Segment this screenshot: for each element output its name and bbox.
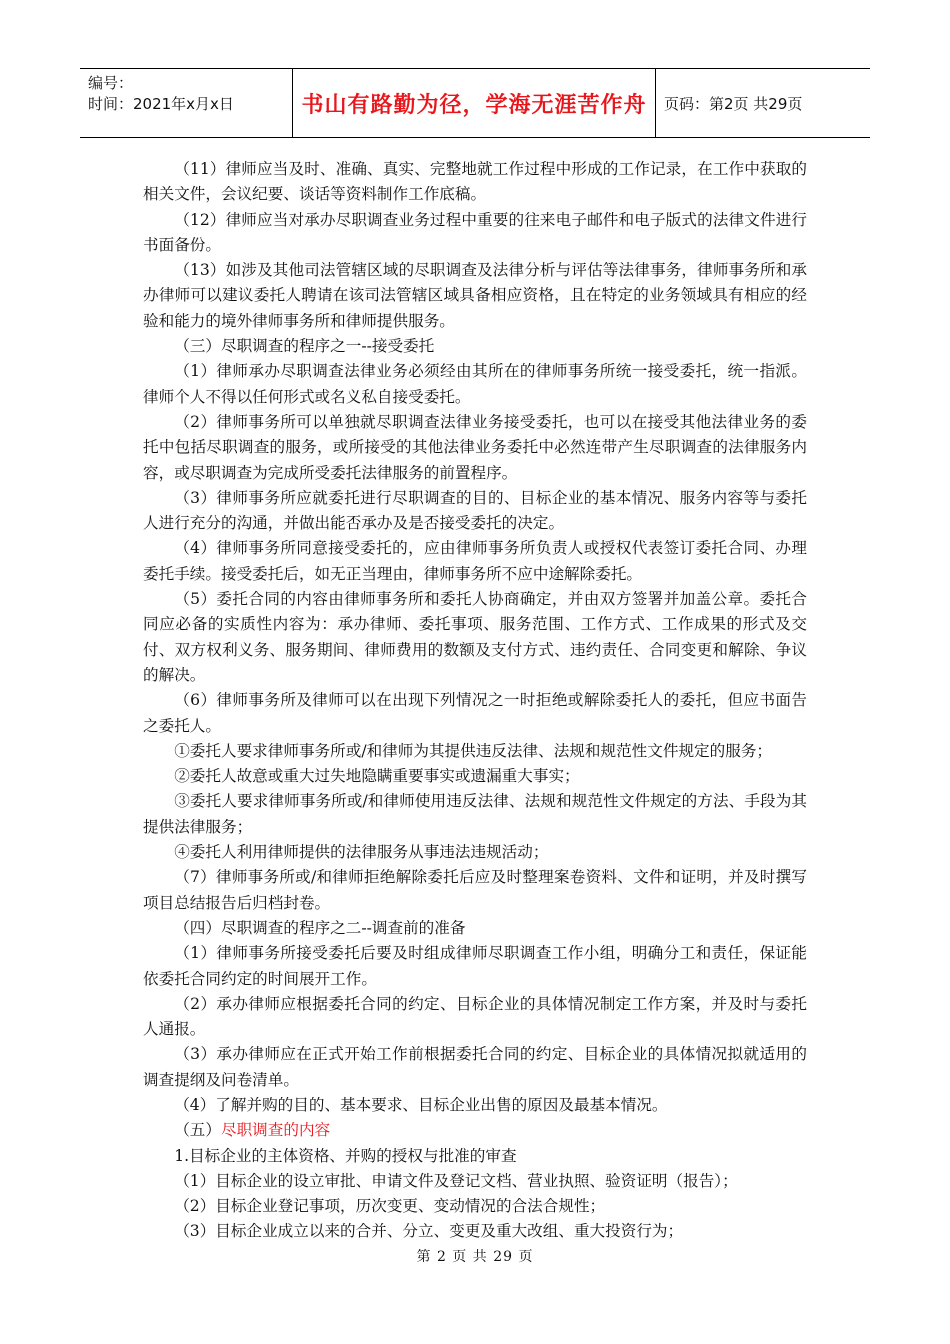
paragraph: （3）律师事务所应就委托进行尽职调查的目的、目标企业的基本情况、服务内容等与委托人进行充分的沟通，并做出能否承办及是否接受委托的决定。 — [143, 488, 807, 533]
paragraph: （1）目标企业的设立审批、申请文件及登记文档、营业执照、验资证明（报告）； — [174, 1171, 738, 1190]
section-title: 尽职调查的内容 — [220, 1121, 331, 1140]
paragraph: （4）律师事务所同意接受委托的，应由律师事务所负责人或授权代表签订委托合同、办理委托手续。接受委托后，如无正当理由，律师事务所不应中途解除委托。 — [143, 539, 807, 583]
paragraph: （2）律师事务所可以单独就尽职调查法律业务接受委托，也可以在接受其他法律业务的委托中包括尽职调查的服务，或所接受的其他法律业务委托中必然连带产生尽职调查的法律服务内容，或尽职调查为完成所受委托法律服务的前置程序。 — [143, 412, 807, 482]
document-body — [143, 157, 807, 1245]
paragraph: （11）律师应当及时、准确、真实、完整地就工作过程中形成的工作记录，在工作中获取的相关文件，会议纪要、谈话等资料制作工作底稿。 — [143, 160, 807, 204]
paragraph: （5）委托合同的内容由律师事务所和委托人协商确定，并由双方签署并加盖公章。委托合同应必备的实质性内容为：承办律师、委托事项、服务范围、工作方式、工作成果的形式及交付、双方权利义务、服务期间、律师费用的数额及支付方式、违约责任、合同变更和解除、争议的解决。 — [143, 590, 807, 684]
paragraph: （6）律师事务所及律师可以在出现下列情况之一时拒绝或解除委托人的委托，但应书面告之委托人。 — [143, 691, 807, 735]
page-footer: 第 2 页 共 29 页 — [416, 1249, 534, 1265]
paragraph: （7）律师事务所或/和律师拒绝解除委托后应及时整理案卷资料、文件和证明，并及时撰写项目总结报告后归档封卷。 — [143, 868, 807, 912]
paragraph: （1）律师事务所接受委托后要及时组成律师尽职调查工作小组，明确分工和责任，保证能依委托合同约定的时间展开工作。 — [143, 944, 807, 988]
paragraph: （4）了解并购的目的、基本要求、目标企业出售的原因及最基本情况。 — [174, 1095, 668, 1114]
paragraph: （13）如涉及其他司法管辖区域的尽职调查及法律分析与评估等法律事务，律师事务所和承办律师可以建议委托人聘请在该司法管辖区域具备相应资格，且在特定的业务领域具有相应的经验和能力的境外律师事务所和律师提供服务。 — [143, 261, 807, 330]
list-item: ③委托人要求律师事务所或/和律师使用违反法律、法规和规范性文件规定的方法、手段为其提供法律服务； — [143, 792, 807, 836]
list-item: ①委托人要求律师事务所或/和律师为其提供违反法律、法规和规范性文件规定的服务； — [174, 741, 773, 760]
header-page-label: 页码：第2页 共29页 — [664, 94, 803, 113]
paragraph: （2）目标企业登记事项，历次变更、变动情况的合法合规性； — [174, 1197, 606, 1216]
paragraph: （12）律师应当对承办尽职调查业务过程中重要的往来电子邮件和电子版式的法律文件进行书面备份。 — [143, 210, 807, 254]
paragraph: （2）承办律师应根据委托合同的约定、目标企业的具体情况制定工作方案，并及时与委托人通报。 — [143, 994, 807, 1039]
section-heading: （三）尽职调查的程序之一--接受委托 — [174, 337, 435, 356]
list-item: ②委托人故意或重大过失地隐瞒重要事实或遗漏重大事实； — [174, 767, 580, 786]
page-header — [80, 68, 870, 138]
list-item: ④委托人利用律师提供的法律服务从事违法违规活动； — [174, 843, 549, 862]
subsection-heading: 1.目标企业的主体资格、并购的授权与批准的审查 — [174, 1146, 517, 1165]
header-motto: 书山有路勤为径，学海无涯苦作舟 — [293, 69, 656, 137]
paragraph: （3）承办律师应在正式开始工作前根据委托合同的约定、目标企业的具体情况拟就适用的调查提纲及问卷清单。 — [143, 1045, 807, 1089]
date-label: 时间：2021年x月x日 — [88, 95, 234, 113]
number-label: 编号： — [88, 74, 134, 92]
section-heading: （四）尽职调查的程序之二--调查前的准备 — [174, 918, 466, 937]
header-meta — [80, 69, 293, 137]
paragraph: （1）律师承办尽职调查法律业务必须经由其所在的律师事务所统一接受委托，统一指派。律师个人不得以任何形式或名义私自接受委托。 — [143, 362, 807, 406]
paragraph: （3）目标企业成立以来的合并、分立、变更及重大改组、重大投资行为； — [174, 1222, 684, 1241]
section-heading — [143, 1118, 807, 1143]
section-number: （五） — [174, 1121, 221, 1140]
